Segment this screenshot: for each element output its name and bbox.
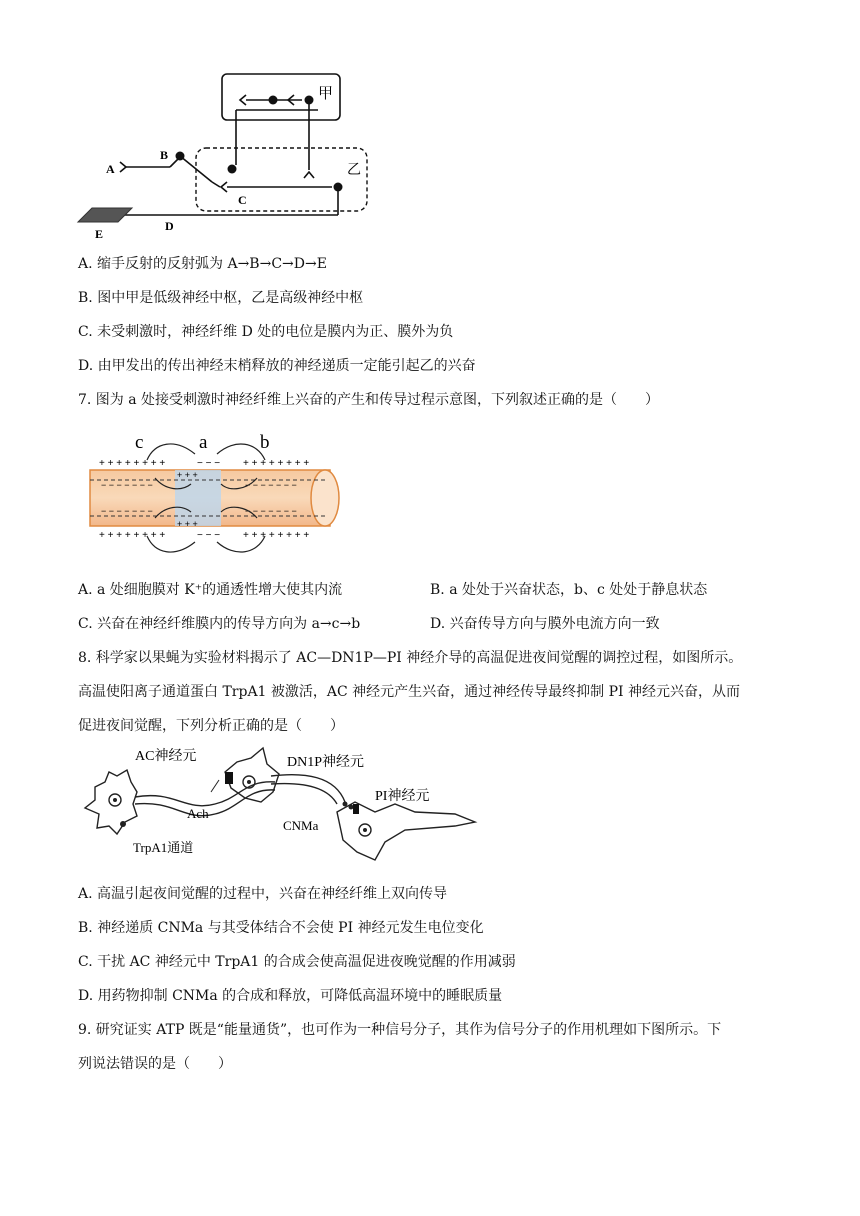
label-pi-neuron: PI神经元 bbox=[375, 789, 430, 804]
svg-text:+ + + + + + + +: + + + + + + + + bbox=[99, 530, 166, 541]
q8-stem-line1: 8. 科学家以果蝇为实验材料揭示了 AC—DN1P—PI 神经介导的高温促进夜间觉醒的调控过程，如图所示。 bbox=[78, 650, 743, 666]
label-e: E bbox=[95, 227, 104, 241]
svg-text:− − −: − − − bbox=[197, 458, 221, 469]
svg-text:− − − − − − −: − − − − − − − bbox=[245, 506, 297, 516]
label-d: D bbox=[165, 219, 174, 233]
svg-text:− − − − − − −: − − − − − − − bbox=[101, 480, 153, 490]
label-b: B bbox=[160, 148, 169, 162]
q8-stem-line2: 高温使阳离子通道蛋白 TrpA1 被激活，AC 神经元产生兴奋，通过神经传导最终抑制 PI 神经元兴奋，从而 bbox=[78, 684, 741, 700]
neuron-circuit-diagram bbox=[75, 742, 485, 870]
label-yi: 乙 bbox=[347, 163, 361, 178]
q7-option-c: C. 兴奋在神经纤维膜内的传导方向为 a→c→b bbox=[78, 616, 361, 632]
label-dn1p-neuron: DN1P神经元 bbox=[287, 755, 365, 770]
label-jia: 甲 bbox=[318, 86, 334, 102]
label-ac-neuron: AC神经元 bbox=[135, 749, 197, 764]
q6-option-a: A. 缩手反射的反射弧为 A→B→C→D→E bbox=[78, 256, 327, 272]
reflex-arc-diagram bbox=[70, 70, 380, 245]
q9-stem-line2: 列说法错误的是（ ） bbox=[78, 1056, 232, 1072]
label-ach: Ach bbox=[187, 806, 209, 821]
q8-stem-line3: 促进夜间觉醒，下列分析正确的是（ ） bbox=[78, 718, 344, 734]
svg-text:+ + + + + + + +: + + + + + + + + bbox=[99, 458, 166, 469]
label-c: c bbox=[135, 432, 144, 453]
label-trpa1: TrpA1通道 bbox=[133, 840, 194, 855]
label-cnma: CNMa bbox=[283, 818, 319, 833]
q7-stem: 7. 图为 a 处接受刺激时神经纤维上兴奋的产生和传导过程示意图，下列叙述正确的是（ ） bbox=[78, 392, 660, 408]
svg-text:+ + + + + + + +: + + + + + + + + bbox=[243, 458, 310, 469]
q6-option-c: C. 未受刺激时，神经纤维 D 处的电位是膜内为正、膜外为负 bbox=[78, 324, 454, 340]
q6-option-d: D. 由甲发出的传出神经末梢释放的神经递质一定能引起乙的兴奋 bbox=[78, 358, 476, 374]
q9-stem-line1: 9. 研究证实 ATP 既是“能量通货”，也可作为一种信号分子，其作为信号分子的作用机理如下图所示。下 bbox=[78, 1022, 722, 1038]
svg-text:+ + + + + + + +: + + + + + + + + bbox=[243, 530, 310, 541]
nerve-fiber-diagram bbox=[85, 428, 355, 563]
q8-option-b: B. 神经递质 CNMa 与其受体结合不会使 PI 神经元发生电位变化 bbox=[78, 920, 484, 936]
label-a: a bbox=[199, 432, 208, 453]
q7-option-b: B. a 处处于兴奋状态，b、c 处处于静息状态 bbox=[430, 582, 708, 598]
q8-option-a: A. 高温引起夜间觉醒的过程中，兴奋在神经纤维上双向传导 bbox=[78, 886, 448, 902]
q7-option-d: D. 兴奋传导方向与膜外电流方向一致 bbox=[430, 616, 660, 632]
svg-text:− − − − − − −: − − − − − − − bbox=[245, 480, 297, 490]
q6-option-b: B. 图中甲是低级神经中枢，乙是高级神经中枢 bbox=[78, 290, 364, 306]
svg-text:− − −: − − − bbox=[197, 530, 221, 541]
q8-option-c: C. 干扰 AC 神经元中 TrpA1 的合成会使高温促进夜晚觉醒的作用减弱 bbox=[78, 954, 516, 970]
label-b: b bbox=[260, 432, 270, 453]
label-c: C bbox=[238, 193, 247, 207]
q8-option-d: D. 用药物抑制 CNMa 的合成和释放，可降低高温环境中的睡眠质量 bbox=[78, 988, 503, 1004]
label-a: A bbox=[106, 162, 115, 176]
q7-option-a: A. a 处细胞膜对 K⁺的通透性增大使其内流 bbox=[78, 582, 343, 598]
svg-text:+ + +: + + + bbox=[177, 470, 198, 480]
svg-text:+ + +: + + + bbox=[177, 519, 198, 529]
svg-text:− − − − − − −: − − − − − − − bbox=[101, 506, 153, 516]
